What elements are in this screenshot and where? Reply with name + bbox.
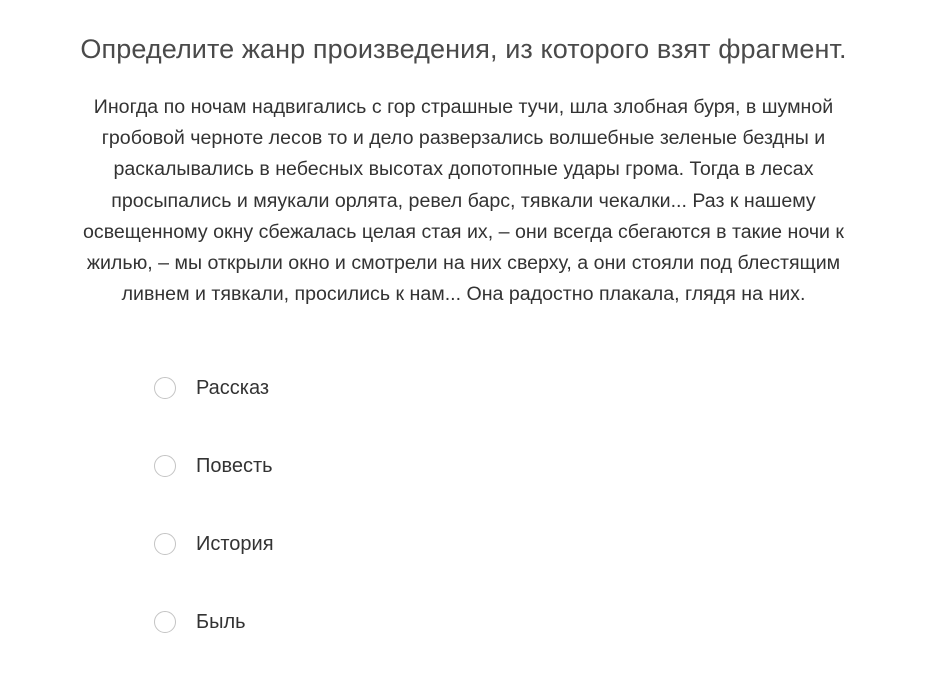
passage-text — [36, 92, 891, 310]
option-label: Быль — [196, 610, 246, 633]
option-label: Рассказ — [196, 376, 270, 399]
radio-button[interactable] — [154, 455, 176, 477]
option-label: История — [196, 532, 274, 555]
radio-button[interactable] — [154, 533, 176, 555]
passage-line: гробовой черноте лесов то и дело разверзались волшебные зеленые бездны и — [101, 127, 826, 150]
passage-line: просыпались и мяукали орлята, ревел барс, тявкали чекалки... Раз к нашему — [111, 189, 816, 212]
passage-line: раскалывались в небесных высотах допотопные удары грома. Тогда в лесах — [113, 158, 814, 181]
option-label: Повесть — [196, 454, 273, 477]
passage-line: освещенному окну сбежалась целая стая их, – они всегда сбегаются в такие ночи к — [83, 220, 844, 243]
option-byl[interactable] — [154, 602, 754, 642]
option-istoriya[interactable] — [154, 524, 754, 564]
option-rasskaz[interactable] — [154, 368, 754, 408]
passage-line: жилью, – мы открыли окно и смотрели на них сверху, а они стояли под блестящим — [86, 252, 841, 275]
answer-options — [154, 368, 754, 680]
option-povest[interactable] — [154, 446, 754, 486]
passage-line: Иногда по ночам надвигались с гор страшные тучи, шла злобная буря, в шумной — [93, 96, 834, 118]
radio-button[interactable] — [154, 611, 176, 633]
question-title: Определите жанр произведения, из которого взят фрагмент. — [80, 34, 847, 64]
passage-line: ливнем и тявкали, просились к нам... Она радостно плакала, глядя на них. — [121, 283, 806, 306]
radio-button[interactable] — [154, 377, 176, 399]
